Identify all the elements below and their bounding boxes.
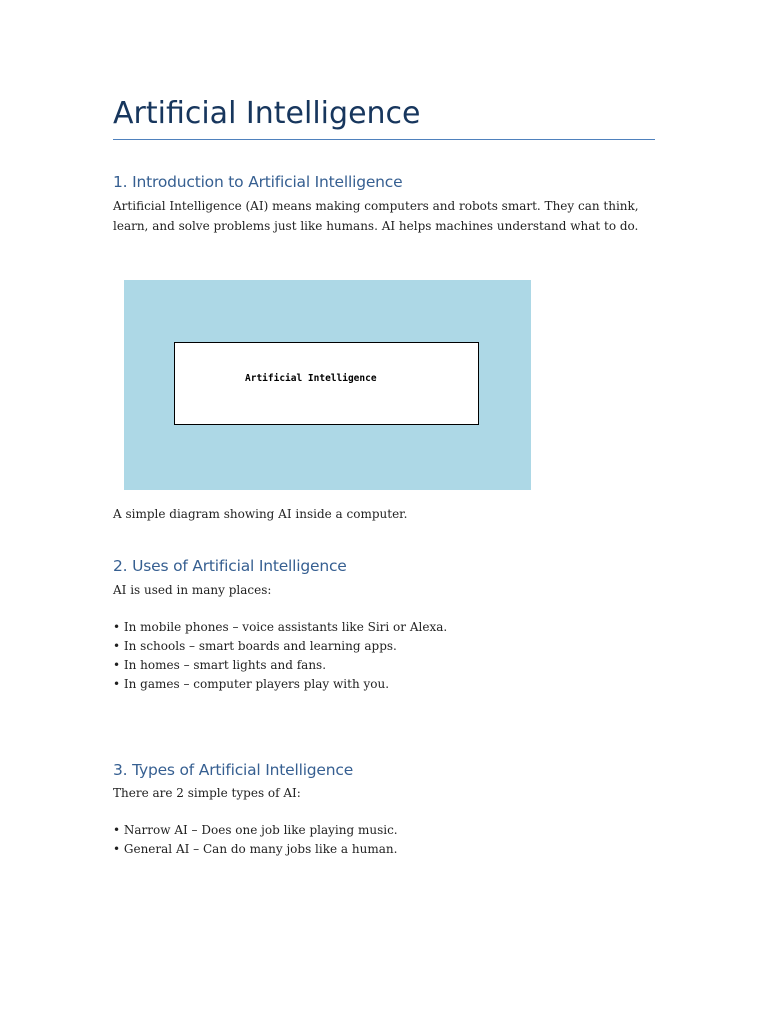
section-heading-uses: 2. Uses of Artificial Intelligence (113, 557, 347, 575)
introduction-paragraph: Artificial Intelligence (AI) means making computers and robots smart. They can think, learn, and solve problems just like humans. AI helps machines understand what to do. (113, 199, 639, 233)
types-intro: There are 2 simple types of AI: (113, 786, 301, 800)
document-title: Artificial Intelligence (113, 96, 421, 131)
ai-diagram-box (174, 342, 479, 425)
list-item: • In mobile phones – voice assistants like Siri or Alexa. (113, 620, 448, 634)
list-item: • Narrow AI – Does one job like playing music. (113, 823, 398, 837)
ai-diagram-label: Artificial Intelligence (245, 373, 377, 384)
diagram-caption: A simple diagram showing AI inside a computer. (113, 507, 408, 521)
types-list (113, 821, 398, 859)
uses-intro: AI is used in many places: (113, 583, 272, 597)
list-item: • General AI – Can do many jobs like a human. (113, 842, 398, 856)
uses-list (113, 618, 447, 694)
section-heading-introduction: 1. Introduction to Artificial Intelligence (113, 173, 403, 191)
list-item: • In games – computer players play with you. (113, 677, 390, 691)
list-item: • In homes – smart lights and fans. (113, 658, 327, 672)
list-item: • In schools – smart boards and learning apps. (113, 639, 397, 653)
section-heading-types: 3. Types of Artificial Intelligence (113, 761, 354, 779)
title-underline (113, 139, 655, 140)
ai-diagram-computer (124, 280, 531, 490)
